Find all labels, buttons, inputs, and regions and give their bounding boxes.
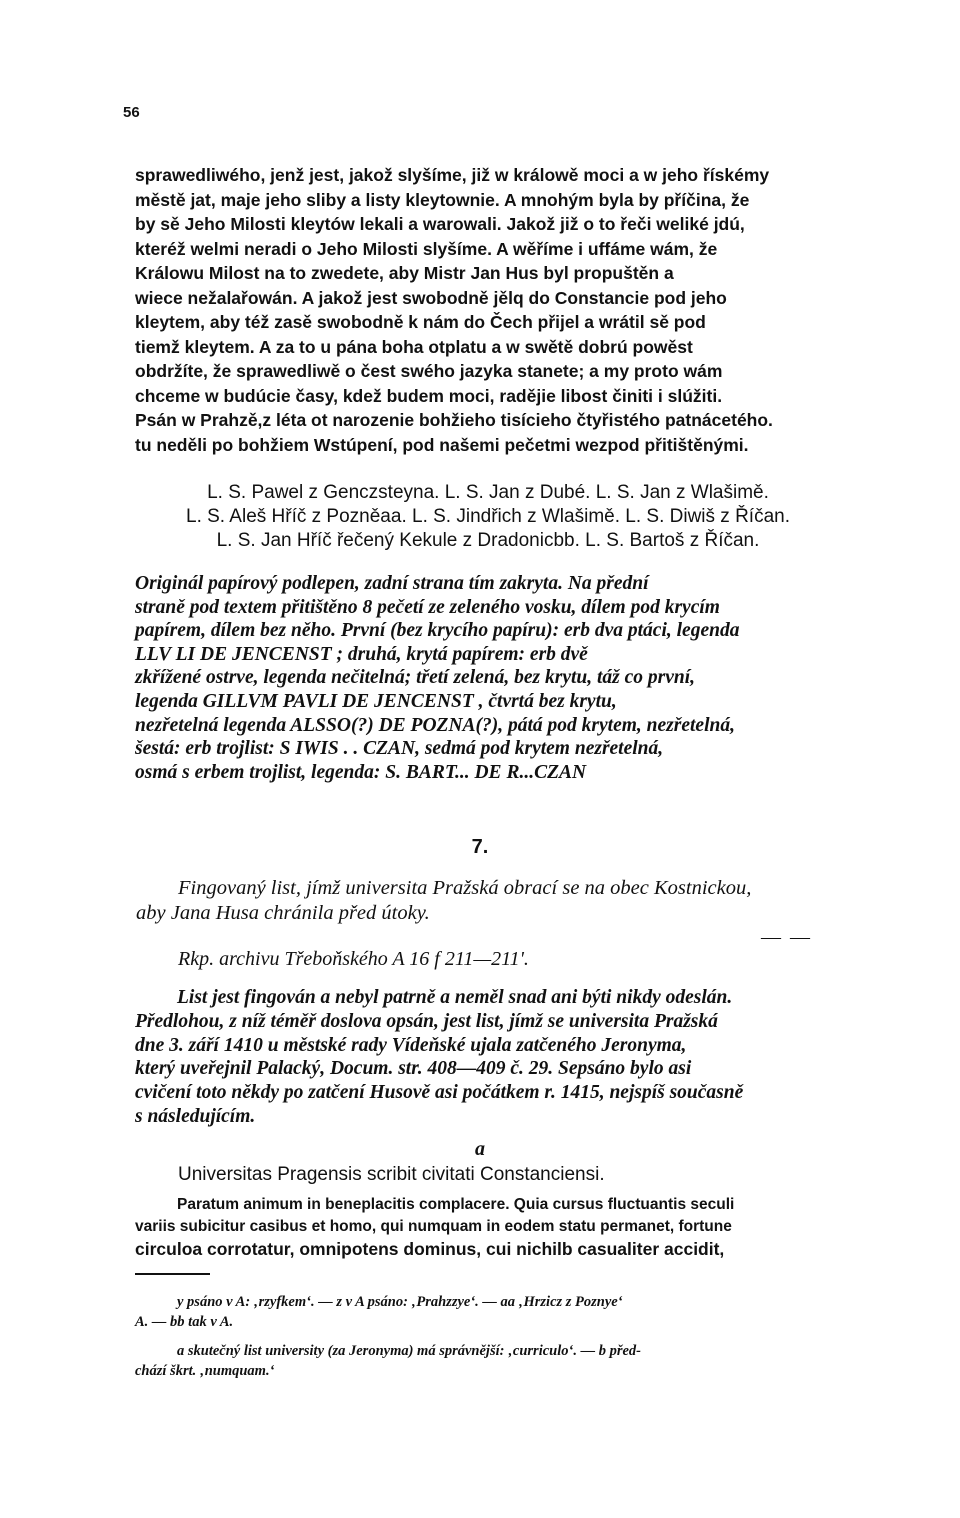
signature-line: L. S. Pawel z Genczsteyna. L. S. Jan z Dubé. L. S. Jan z Wlašimě. (207, 482, 769, 503)
latin-text (135, 1194, 841, 1260)
body-line: Králowu Milost na to zwedete, aby Mistr Jan Hus byl propuštěn a (135, 263, 674, 283)
latin-line: circuloa corrotatur, omnipotens dominus, cui nichilb casualiter accidit, (135, 1239, 725, 1259)
signature-line: L. S. Aleš Hříč z Pozněaa. L. S. Jindřich z Wlašimě. L. S. Diwiš z Říčan. (186, 506, 790, 527)
title-line: Fingovaný list, jímž universita Pražská obrací se na obec Kostnickou, (178, 877, 752, 899)
title-line: aby Jana Husa chránila před útoky. (136, 902, 430, 924)
note-line: nezřetelná legenda ALSSO(?) DE POZNA(?), pátá pod krytem, nezřetelná, (135, 714, 735, 736)
commentary-line: Předlohou, z níž téměř doslova opsán, jest list, jímž se universita Pražská (135, 1010, 718, 1032)
source-reference: Rkp. archivu Třeboňského A 16 f 211—211'. (178, 948, 529, 970)
footnote-line: A. — bb tak v A. (135, 1313, 234, 1330)
section-dash: — — (761, 926, 812, 948)
body-line: tiemž kleytem. A za to u pána boha otplatu a w swětě dobrú powěst (135, 336, 693, 357)
footnotes (135, 1293, 841, 1381)
body-line: sprawedliwého, jenž jest, jakož slyšíme, již w králowě moci a w jeho řískémy (135, 165, 770, 185)
body-line: městě jat, maje jeho sliby a listy kleytownie. A mnohým byla by příčina, že (135, 189, 750, 210)
footnote-line: chází škrt. ‚numquam.‘ (135, 1362, 275, 1379)
footnote-rule (135, 1273, 210, 1275)
note-line: LLV LI DE JENCENST ; druhá, krytá papírem: erb dvě (135, 643, 588, 665)
body-line: wiece nežalařowán. A jakož jest swobodně jělq do Constancie pod jeho (135, 287, 727, 308)
footnote-line: a skutečný list university (za Jeronyma) má správnější: ‚curriculo‘. — b před- (177, 1343, 641, 1359)
original-description (135, 572, 841, 784)
latin-line: variis subicitur casibus et homo, qui numquam in eodem statu permanet, fortune (135, 1218, 732, 1235)
letter-body (135, 163, 841, 457)
body-line: chceme w budúcie časy, kdež budem moci, radějie libost činiti i slúžiti. (135, 385, 723, 406)
signatures (135, 481, 841, 553)
commentary-line: cvičení toto někdy po zatčení Husově asi počátkem r. 1415, nejspíš současně (135, 1082, 744, 1104)
commentary-line: který uveřejnil Palacký, Docum. str. 408—409 č. 29. Sepsáno bylo asi (135, 1058, 692, 1080)
body-line: obdržíte, že sprawedliwě o čest swého jazyka stanete; a my proto wám (135, 361, 723, 381)
note-line: osmá s erbem trojlist, legenda: S. BART... DE R...CZAN (135, 761, 587, 783)
note-line: legenda GILLVM PAVLI DE JENCENST , čtvrtá bez krytu, (135, 690, 617, 712)
page-number: 56 (123, 104, 140, 121)
body-line: Psán w Prahzě,z léta ot narozenie bohžieho tisícieho čtyřistého patnácetého. (135, 410, 773, 430)
section-title (136, 876, 848, 926)
body-line: tu neděli po bohžiem Wstúpení, pod našemi pečetmi wezpod přitištěnými. (135, 434, 749, 455)
commentary-line: dne 3. září 1410 u městské rady Vídeňské ujala zatčeného Jeronyma, (135, 1034, 687, 1056)
commentary (135, 986, 841, 1129)
note-line: zkřížené ostrve, legenda nečitelná; třetí zelená, bez krytu, táž co první, (135, 667, 696, 689)
body-line: kteréž welmi neradi o Jeho Milosti slyšíme. A wěříme i uffáme wám, že (135, 238, 718, 259)
letter-label: a (475, 1138, 485, 1160)
note-line: Originál papírový podlepen, zadní strana tím zakryta. Na přední (135, 573, 649, 594)
footnote-line: y psáno v A: ‚rzyfkem‘. — z v A psáno: ‚Prahzzye‘. — aa ‚Hrzicz z Poznye‘ (177, 1294, 623, 1310)
latin-heading: Universitas Pragensis scribit civitati Constanciensi. (178, 1164, 605, 1185)
signature-line: L. S. Jan Hříč řečený Kekule z Dradonicbb. L. S. Bartoš z Říčan. (216, 530, 760, 551)
commentary-line: s následujícím. (135, 1105, 256, 1127)
body-line: kleytem, aby též zasě swobodně k nám do Čech přijel a wrátil sě pod (135, 312, 706, 332)
commentary-line: List jest fingován a nebyl patrně a neměl snad ani býti nikdy odeslán. (177, 987, 733, 1008)
note-line: straně pod textem přitištěno 8 pečetí ze zeleného vosku, dílem pod krycím (135, 596, 720, 618)
note-line: šestá: erb trojlist: S IWIS . . CZAN, sedmá pod krytem nezřetelná, (135, 738, 664, 760)
body-line: by sě Jeho Milosti kleytów lekali a warowali. Jakož již o to řeči weliké jdú, (135, 214, 745, 234)
section-number: 7. (471, 836, 489, 858)
latin-line: Paratum animum in beneplacitis complacere. Quia cursus fluctuantis seculi (177, 1196, 735, 1213)
note-line: papírem, dílem bez něho. První (bez krycího papíru): erb dva ptáci, legenda (135, 620, 740, 642)
